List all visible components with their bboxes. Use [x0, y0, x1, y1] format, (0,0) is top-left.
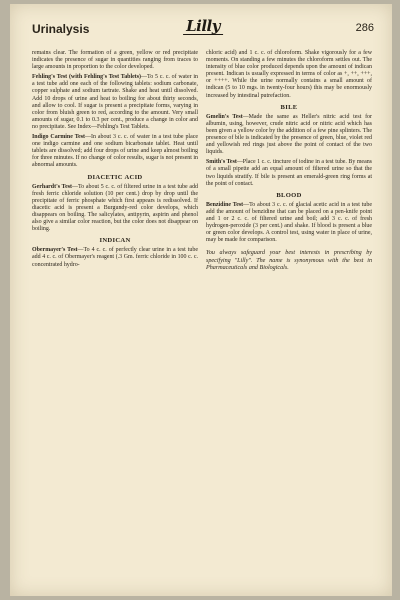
- paragraph-text: —To about 3 c. c. of glacial acetic acid in a test tube add the amount of benzidine that can be placed on a pen-knife point and 1 or 2 c. c. of filtered urine and boil; add 3 c. c. of fresh hydrogen-peroxide (3 per cent.) and shake. If blood is present a blue or green color develops. A control test, using water in place of urine, may be made for comparison.: [206, 201, 372, 244]
- section-heading: BILE: [280, 103, 298, 111]
- paragraph-text: —In about 3 c. c. of water in a test tube place one indigo carmine and one sodium bicarbonate tablet. Heat until tablets are dissolved; add four drops of urine and keep almost boiling for three minutes. If no change of color results, sugar is not present in abnormal amounts.: [32, 134, 198, 169]
- right-column: [206, 50, 372, 275]
- promo-note: You always safeguard your best interests in prescribing by specifying "Lilly". The name is synonymous with the best in Pharmaceuticals and Biologicals.: [206, 250, 372, 271]
- page-number: 286: [355, 22, 374, 34]
- paragraph: [32, 134, 198, 169]
- paragraph-text: —To 4 c. c. of perfectly clear urine in a test tube add 4 c. c. of Obermayer's reagent (.3 Gm. ferric chloride in 100 c. c. concentrated hydro-: [32, 247, 198, 268]
- paragraph: [206, 159, 372, 187]
- left-column: [32, 50, 198, 272]
- document-page: [10, 4, 392, 596]
- paragraph: [206, 50, 372, 100]
- paragraph-text: —Made the same as Heller's nitric acid test for albumin, using, however, crude nitric acid or nitric acid which has been given a yellow color by the addition of a few pine splinters. The presence of bile is indicated by the presence of green, blue, violet red and yellowish red rings just above the point of contact of the two liquids.: [206, 113, 372, 156]
- test-name: Gerhardt's Test: [32, 183, 73, 190]
- paragraph-text: chloric acid) and 1 c. c. of chloroform. Shake vigorously for a few moments. On standing a few minutes the chloroform settles out. The intensity of blue color produced depends upon the amount of indican present. Indican is usually expressed in terms of color as +, ++, +++, or ++++. While the urine normally contains a small amount of indican (5 to 10 mgs. in twenty-four hours) this may be enormously increased by intestinal putrefaction.: [206, 50, 372, 99]
- paragraph: [206, 114, 372, 157]
- paragraph-text: —Place 1 c. c. tincture of iodine in a test tube. By means of a small pipette add an equal amount of filtered urine so that the two liquids stratify. If bile is present an emerald-green ring forms at the point of contact.: [206, 159, 372, 187]
- paragraph: [32, 247, 198, 268]
- brand-logo: Lilly: [183, 18, 223, 35]
- paragraph: [32, 74, 198, 131]
- test-name: Indigo Carmine Test: [32, 134, 86, 141]
- section-heading: INDICAN: [99, 237, 131, 245]
- test-name: Gmelin's Test: [206, 113, 243, 120]
- test-name: Obermayer's Test: [32, 247, 78, 254]
- paragraph-text: remains clear. The formation of a green, yellow or red precipitate indicates the presence of sugar in quantities ranging from traces to large amounts in proportion to the color developed.: [32, 50, 198, 71]
- paragraph-text: —To 5 c. c. of water in a test tube add one each of the following tablets: sodium carbonate, copper sulphate and sodium tartrate. Shake and heat until dissolved. Add 10 drops of urine and heat to boiling for about thirty seconds, and allow to cool. If sugar is present a precipitate forms, varying in color from bluish green to red, according to the amount. Very small amounts of sugar, 0.1 to 0.3 per cent., produce a change in color and no precipitate. See Index—Fehling's Test Tablets.: [32, 74, 198, 130]
- test-name: Benzidine Test: [206, 201, 244, 208]
- section-title: Urinalysis: [32, 22, 90, 36]
- section-heading: BLOOD: [276, 191, 302, 199]
- paragraph: [206, 202, 372, 245]
- paragraph: [32, 184, 198, 234]
- paragraph-text: —To about 5 c. c. of filtered urine in a test tube add fresh ferric chloride solution (10 per cent.) drop by drop until the precipitate of ferric phosphate which first appears is redissolved. If diacetic acid is present a Burgundy-red color develops, which disappears on boiling. The salicylates, antipyrin, aspirin and phenol also give a similar color reaction, but the color does not disappear on boiling.: [32, 183, 199, 233]
- test-name: Fehling's Test (with Fehling's Test Tablets): [32, 74, 142, 81]
- test-name: Smith's Test: [206, 159, 237, 166]
- paragraph: [32, 50, 198, 71]
- section-heading: DIACETIC ACID: [87, 173, 143, 181]
- page-header: [32, 17, 374, 42]
